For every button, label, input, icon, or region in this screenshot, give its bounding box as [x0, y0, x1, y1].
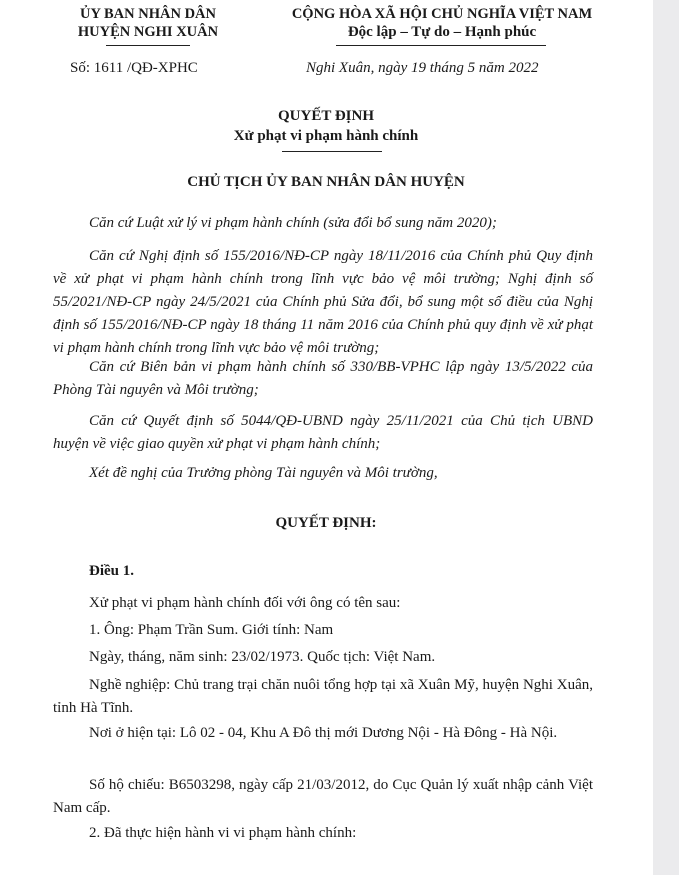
- issuer-line2: HUYỆN NGHI XUÂN: [77, 24, 219, 40]
- issuer-underline: [106, 45, 190, 46]
- basis-paragraph-2: Căn cứ Nghị định số 155/2016/NĐ-CP ngày 18/11/2016 của Chính phủ Quy định về xử phạt vi phạm hành chính trong lĩnh vực bảo vệ môi trường; Nghị định số 55/2021/NĐ-CP ngày 24/5/2021 của Chính phủ Sửa đổi, bổ sung một số điều của Nghị định số 155/2016/NĐ-CP ngày 18 tháng 11 năm 2016 của Chính phủ quy định về xử phạt vi phạm hành chính trong lĩnh vực bảo vệ môi trường;: [53, 248, 593, 356]
- person-address: Nơi ở hiện tại: Lô 02 - 04, Khu A Đô thị mới Dương Nội - Hà Đông - Hà Nội.: [89, 725, 558, 741]
- person-dob-line: Ngày, tháng, năm sinh: 23/02/1973. Quốc tịch: Việt Nam.: [89, 649, 436, 665]
- person-occupation: Nghề nghiệp: Chủ trang trại chăn nuôi tổng hợp tại xã Xuân Mỹ, huyện Nghi Xuân, tỉnh Hà Tĩnh.: [53, 677, 593, 716]
- document-title: QUYẾT ĐỊNH: [278, 108, 374, 124]
- document-number: Số: 1611 /QĐ-XPHC: [70, 60, 198, 76]
- person-name-line: 1. Ông: Phạm Trần Sum. Giới tính: Nam: [89, 622, 334, 638]
- issuer-line1: ỦY BAN NHÂN DÂN: [79, 6, 216, 22]
- place-date: Nghi Xuân, ngày 19 tháng 5 năm 2022: [306, 60, 539, 76]
- basis-paragraph-1: Căn cứ Luật xử lý vi phạm hành chính (sửa đổi bổ sung năm 2020);: [89, 215, 497, 231]
- national-title: CỘNG HÒA XÃ HỘI CHỦ NGHĨA VIỆT NAM: [291, 6, 593, 22]
- title-underline: [282, 151, 382, 152]
- national-motto: Độc lập – Tự do – Hạnh phúc: [347, 24, 537, 40]
- article-1-heading: Điều 1.: [89, 563, 134, 579]
- basis-paragraph-5: Xét đề nghị của Trưởng phòng Tài nguyên và Môi trường,: [89, 465, 438, 481]
- basis-paragraph-4: Căn cứ Quyết định số 5044/QĐ-UBND ngày 25/11/2021 của Chủ tịch UBND huyện về việc giao quyền xử phạt vi phạm hành chính;: [53, 413, 593, 452]
- person-passport: Số hộ chiếu: B6503298, ngày cấp 21/03/2012, do Cục Quản lý xuất nhập cảnh Việt Nam cấp.: [53, 777, 593, 816]
- motto-underline: [336, 45, 546, 46]
- article-1-intro: Xử phạt vi phạm hành chính đối với ông có tên sau:: [89, 595, 401, 611]
- document-subtitle: Xử phạt vi phạm hành chính: [233, 128, 419, 144]
- decision-heading: QUYẾT ĐỊNH:: [275, 515, 377, 531]
- authority-title: CHỦ TỊCH ỦY BAN NHÂN DÂN HUYỆN: [187, 174, 465, 190]
- violation-line: 2. Đã thực hiện hành vi vi phạm hành chính:: [89, 825, 357, 841]
- basis-paragraph-3: Căn cứ Biên bản vi phạm hành chính số 330/BB-VPHC lập ngày 13/5/2022 của Phòng Tài nguyên và Môi trường;: [53, 359, 593, 398]
- page-edge-strip: [653, 0, 679, 875]
